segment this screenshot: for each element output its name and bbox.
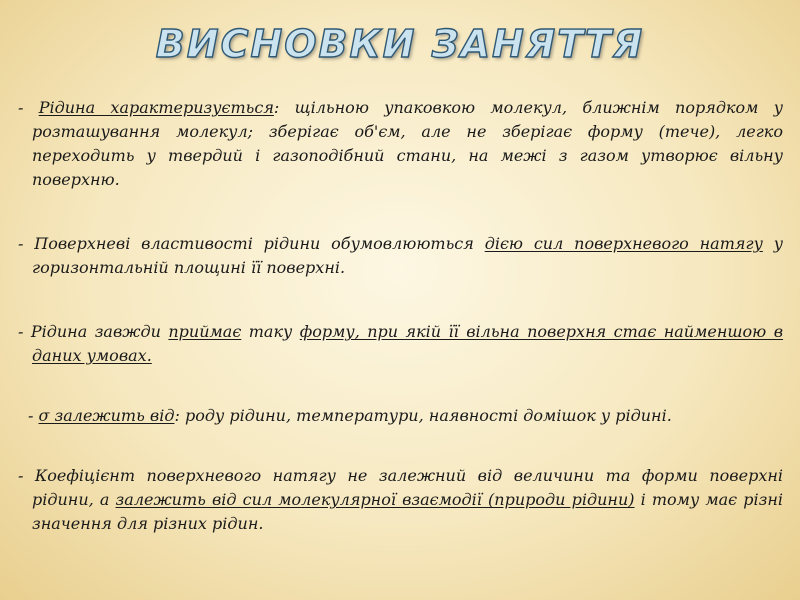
conclusion-1-text: : щільною упаковкою молекул, ближнім порядком у розташування молекул; зберігає об'єм, але не зберігає форму (тече), легко переходить у твердий і газоподібний стани, на межі з газом утворює вільну поверхню. — [32, 98, 783, 189]
conclusion-5-key-term: залежить від сил молекулярної взаємодії (природи рідини) — [115, 490, 635, 509]
conclusion-3 — [18, 320, 783, 368]
conclusion-3-key-term-1: приймає — [168, 322, 242, 341]
conclusion-5-text-start: - Коефіцієнт поверхневого натягу не залежний від величини та форми поверхні рідини, а — [18, 466, 783, 509]
conclusion-4 — [18, 404, 783, 428]
conclusion-1 — [18, 96, 783, 192]
conclusion-3-text-mid: таку — [241, 322, 300, 341]
conclusion-3-text-start: - Рідина завжди — [18, 322, 169, 341]
conclusion-5 — [18, 464, 783, 536]
conclusion-1-key-term: Рідина характеризується — [38, 98, 274, 117]
conclusion-2-text-start: - Поверхневі властивості рідини обумовлюються — [18, 234, 485, 253]
conclusion-4-key-term: σ залежить від — [38, 406, 175, 425]
conclusion-4-text: : роду рідини, температури, наявності домішок у рідині. — [174, 406, 672, 425]
conclusion-2-text-end: у горизонтальній площині її поверхні. — [32, 234, 783, 277]
conclusion-4-dash: - — [28, 406, 39, 425]
conclusion-2 — [18, 232, 783, 280]
conclusions-list — [18, 96, 783, 536]
conclusion-1-dash: - — [18, 98, 39, 117]
slide-title: ВИСНОВКИ ЗАНЯТТЯ — [155, 22, 645, 66]
conclusion-5-text-end: і тому має різні значення для різних рідин. — [32, 490, 783, 533]
conclusion-3-key-term-2: форму, при якій її вільна поверхня стає найменшою в даних умовах. — [32, 322, 784, 365]
conclusion-2-key-term: дією сил поверхневого натягу — [484, 234, 763, 253]
